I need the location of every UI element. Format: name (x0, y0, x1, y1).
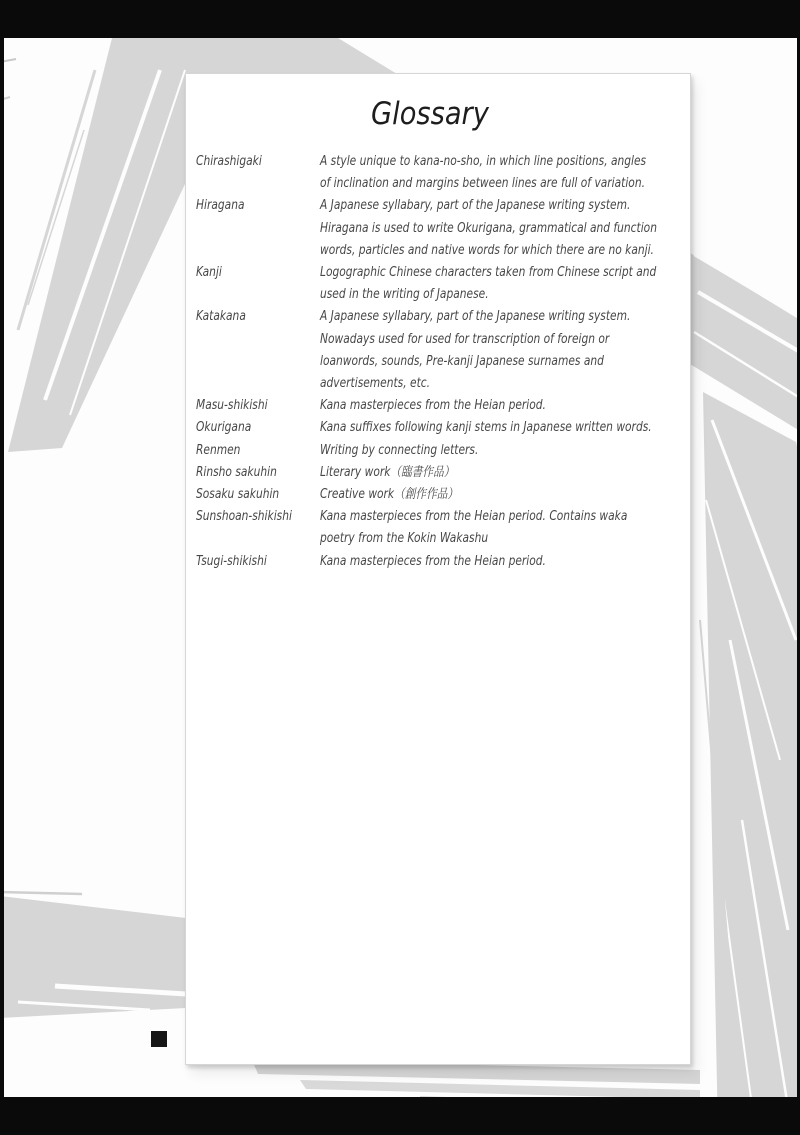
definition-line: Writing by connecting letters. (320, 442, 479, 458)
glossary-definition (320, 440, 686, 462)
glossary-definition (320, 151, 718, 195)
glossary-term: Kanji (196, 265, 222, 281)
definition-line: of inclination and margins between lines are full of variation. (320, 176, 645, 192)
glossary-term: Sosaku sakuhin (196, 487, 280, 503)
glossary-definition (320, 506, 695, 550)
glossary-term: Katakana (196, 309, 246, 325)
glossary-entry (196, 151, 686, 195)
definition-line: Nowadays used for used for transcription of foreign or (320, 331, 610, 347)
frame-bar-bottom (0, 1097, 800, 1135)
definition-line: used in the writing of Japanese. (320, 287, 489, 303)
glossary-term: Okurigana (196, 420, 252, 436)
glossary-entry (196, 506, 686, 550)
glossary-entry (196, 484, 686, 506)
glossary-term: Hiragana (196, 198, 245, 214)
frame-bar-left (0, 0, 4, 1135)
glossary-term: Chirashigaki (196, 154, 262, 169)
glossary-entry (196, 551, 686, 573)
glossary-definition (320, 484, 686, 506)
definition-line: advertisements, etc. (320, 376, 431, 392)
definition-line: loanwords, sounds, Pre-kanji Japanese surnames and (320, 353, 604, 369)
glossary-entry (196, 195, 686, 262)
glossary-definition (320, 551, 686, 573)
definition-line: A style unique to kana-no-sho, in which line positions, angles (320, 154, 647, 169)
glossary-term: Tsugi-shikishi (196, 553, 267, 569)
definition-line: Hiragana is used to write Okurigana, grammatical and function (320, 220, 657, 236)
definition-line: Kana masterpieces from the Heian period. (320, 398, 546, 414)
glossary-term: Masu-shikishi (196, 398, 268, 414)
glossary-definition (320, 395, 686, 417)
glossary-entry (196, 306, 686, 395)
glossary-entry (196, 395, 686, 417)
definition-line: Kana masterpieces from the Heian period. Contains waka (320, 509, 628, 525)
glossary-definition (320, 462, 686, 484)
glossary-definition (320, 262, 730, 306)
glossary-definition (320, 417, 724, 439)
glossary-entry (196, 417, 686, 439)
glossary-entry (196, 262, 686, 306)
definition-line: words, particles and native words for which there are no kanji. (320, 242, 654, 258)
definition-line: Logographic Chinese characters taken from Chinese script and (320, 265, 657, 281)
definition-line: Creative work（創作作品） (320, 487, 459, 503)
definition-line: poetry from the Kokin Wakashu (320, 531, 489, 547)
glossary-entry (196, 440, 686, 462)
brush-stroke-left-band (0, 892, 186, 1018)
glossary-term: Renmen (196, 442, 241, 458)
definition-line: A Japanese syllabary, part of the Japanese writing system. (320, 309, 631, 325)
glossary-page-panel (185, 73, 691, 1065)
glossary-term: Sunshoan-shikishi (196, 509, 292, 525)
glossary-definition (320, 306, 699, 395)
glossary-entry (196, 462, 686, 484)
definition-line: A Japanese syllabary, part of the Japanese writing system. (320, 198, 631, 214)
glossary-term: Rinsho sakuhin (196, 464, 277, 480)
definition-line: Literary work（臨書作品） (320, 464, 455, 480)
glossary-definition (320, 195, 731, 262)
brush-stroke-right (700, 392, 800, 1135)
definition-line: Kana masterpieces from the Heian period. (320, 553, 546, 569)
definition-line: Kana suffixes following kanji stems in Japanese written words. (320, 420, 652, 436)
glossary-list (196, 151, 686, 573)
frame-bar-top (0, 0, 800, 38)
page-title: Glossary (371, 96, 489, 132)
